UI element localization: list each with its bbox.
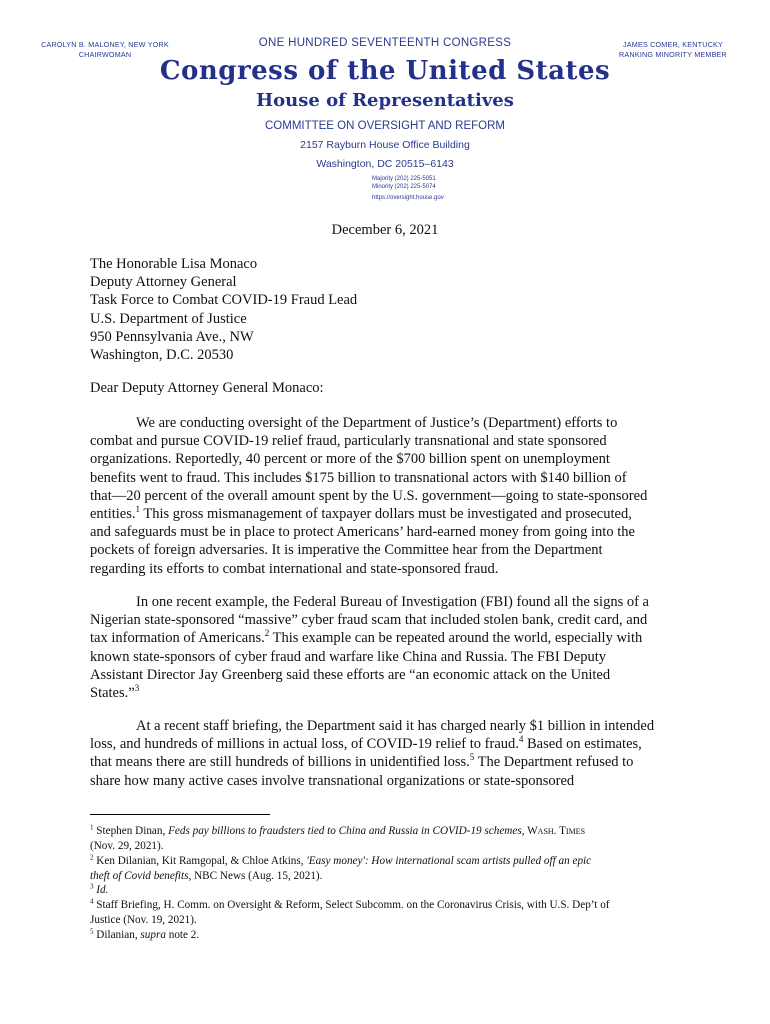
footnote-text: (Nov. 29, 2021).: [90, 839, 164, 852]
website-link[interactable]: https://oversight.house.gov: [372, 195, 444, 201]
addressee-line: The Honorable Lisa Monaco: [90, 256, 258, 272]
text-segment: The Department refused to: [474, 754, 634, 771]
footnote-number: 2: [90, 853, 94, 862]
footnote-text: Staff Briefing, H. Comm. on Oversight & Reform, Select Subcomm. on the Coronavirus Crisis, with U.S. Dep’t of: [93, 899, 610, 911]
text-line: and safeguards must be in place to protect Americans’ hard-earned money from going into the: [90, 524, 635, 541]
text-line: share how many active cases involve transnational organizations or state-sponsored: [90, 772, 575, 789]
footnote-divider: [90, 814, 270, 815]
footnote-source-title: 'Easy money': How international scam artists pulled off an epic: [306, 855, 592, 867]
text-line: regarding its efforts to combat international and state-sponsored fraud.: [90, 560, 499, 577]
phone-numbers: [372, 175, 436, 191]
ranking-member-title: RANKING MINORITY MEMBER: [619, 50, 727, 59]
chairwoman-name: CAROLYN B. MALONEY, NEW YORK: [41, 40, 169, 49]
footnote-text: Justice (Nov. 19, 2021).: [90, 913, 197, 926]
majority-phone: Majority (202) 225-5051: [372, 176, 436, 182]
paragraph-1: [90, 414, 680, 578]
text-segment: States.”: [90, 685, 135, 702]
footnote-4: [90, 898, 690, 928]
footnote-ref[interactable]: 2: [264, 628, 270, 639]
text-segment: Based on estimates,: [523, 736, 642, 753]
text-line: Nigerian state-sponsored “massive” cyber fraud scam that included stolen bank, credit card, and: [90, 612, 648, 629]
text-line: benefits went to fraud. This includes $175 billion to transnational actors with $140 billion of: [90, 469, 627, 486]
committee-name: COMMITTEE ON OVERSIGHT AND REFORM: [264, 120, 506, 132]
footnote-2: [90, 854, 690, 884]
addressee-line: 950 Pennsylvania Ave., NW: [90, 328, 254, 345]
footnote-1: [90, 824, 690, 854]
text-segment: This example can be repeated around the world, especially with: [269, 630, 643, 647]
footnote-number: 1: [90, 823, 94, 832]
footnote-ref[interactable]: 5: [469, 752, 475, 763]
addressee-line: U.S. Department of Justice: [90, 310, 247, 327]
footnote-ref[interactable]: 4: [518, 734, 524, 745]
footnote-number: 4: [90, 897, 94, 906]
text-line-composite: [90, 629, 680, 647]
chairwoman-title: CHAIRWOMAN: [78, 50, 132, 59]
text-line-composite: [90, 753, 680, 771]
text-line: organizations. Reportedly, 40 percent or more of the $700 billion spent on unemployment: [90, 451, 610, 468]
letterhead-title: Congress of the United States: [159, 56, 611, 86]
footnote-source-title: Feds pay billions to fraudsters tied to China and Russia in COVID-19 schemes,: [168, 825, 525, 837]
address-line-2: Washington, DC 20515–6143: [316, 158, 454, 170]
footnote-text: Stephen Dinan,: [93, 825, 169, 837]
text-segment: entities.: [90, 506, 136, 523]
footnote-5: [90, 928, 690, 943]
text-line: known state-sponsors of cyber fraud and warfare like China and Russia. The FBI Deputy: [90, 648, 606, 665]
text-line: pockets of foreign adversaries. It is imperative the Committee hear from the Department: [90, 542, 603, 559]
addressee-block: [90, 255, 357, 364]
text-line: At a recent staff briefing, the Department said it has charged nearly $1 billion in intended: [136, 718, 655, 734]
footnote-3: [90, 883, 690, 898]
text-line: that—20 percent of the overall amount spent by the U.S. government—going to state-sponsored: [90, 487, 648, 504]
footnote-ref[interactable]: 3: [134, 683, 140, 694]
footnote-source-title: Id.: [96, 884, 109, 896]
text-line: In one recent example, the Federal Bureau of Investigation (FBI) found all the signs of a: [136, 594, 649, 610]
letter-date: December 6, 2021: [331, 222, 439, 238]
text-segment: loss, and hundreds of millions in actual loss, of COVID-19 relief to fraud.: [90, 736, 519, 753]
footnote-number: 5: [90, 927, 94, 936]
footnote-source-title: supra: [140, 929, 166, 941]
house-title: House of Representatives: [256, 90, 514, 111]
text-line-composite: [90, 505, 680, 523]
text-segment: This gross mismanagement of taxpayer dollars must be investigated and prosecuted,: [140, 506, 632, 523]
footnote-text: NBC News (Aug. 15, 2021).: [191, 869, 323, 882]
footnote-text: note 2.: [165, 929, 200, 941]
text-line: Assistant Director Jay Greenberg said these efforts are “an economic attack on the United: [90, 666, 611, 683]
paragraph-3: [90, 717, 680, 790]
paragraph-2: [90, 593, 680, 702]
ranking-member-name: JAMES COMER, KENTUCKY: [622, 40, 724, 49]
footnote-text: Dilanian,: [93, 929, 141, 941]
minority-phone: Minority (202) 225-5074: [372, 184, 436, 190]
text-line-composite: [90, 735, 680, 753]
text-line: We are conducting oversight of the Department of Justice’s (Department) efforts to: [136, 415, 618, 431]
text-segment: tax information of Americans.: [90, 630, 265, 647]
footnote-number: 3: [90, 882, 94, 891]
salutation: Dear Deputy Attorney General Monaco:: [90, 380, 324, 396]
footnote-source-title: theft of Covid benefits,: [90, 869, 192, 882]
addressee-line: Task Force to Combat COVID-19 Fraud Lead: [90, 292, 358, 309]
congress-number: ONE HUNDRED SEVENTEENTH CONGRESS: [258, 37, 512, 49]
text-segment: that means there are still hundreds of billions in unidentified loss.: [90, 754, 470, 771]
addressee-line: Deputy Attorney General: [90, 274, 237, 291]
text-line: combat and pursue COVID-19 relief fraud, particularly transnational and state sponsored: [90, 433, 607, 450]
footnote-ref[interactable]: 1: [135, 504, 141, 515]
footnote-text: Ken Dilanian, Kit Ramgopal, & Chloe Atkins,: [93, 855, 307, 867]
addressee-line: Washington, D.C. 20530: [90, 347, 234, 364]
text-line-composite: [90, 684, 680, 702]
address-line-1: 2157 Rayburn House Office Building: [300, 139, 470, 151]
footnote-publication: Wash. Times: [524, 825, 586, 837]
